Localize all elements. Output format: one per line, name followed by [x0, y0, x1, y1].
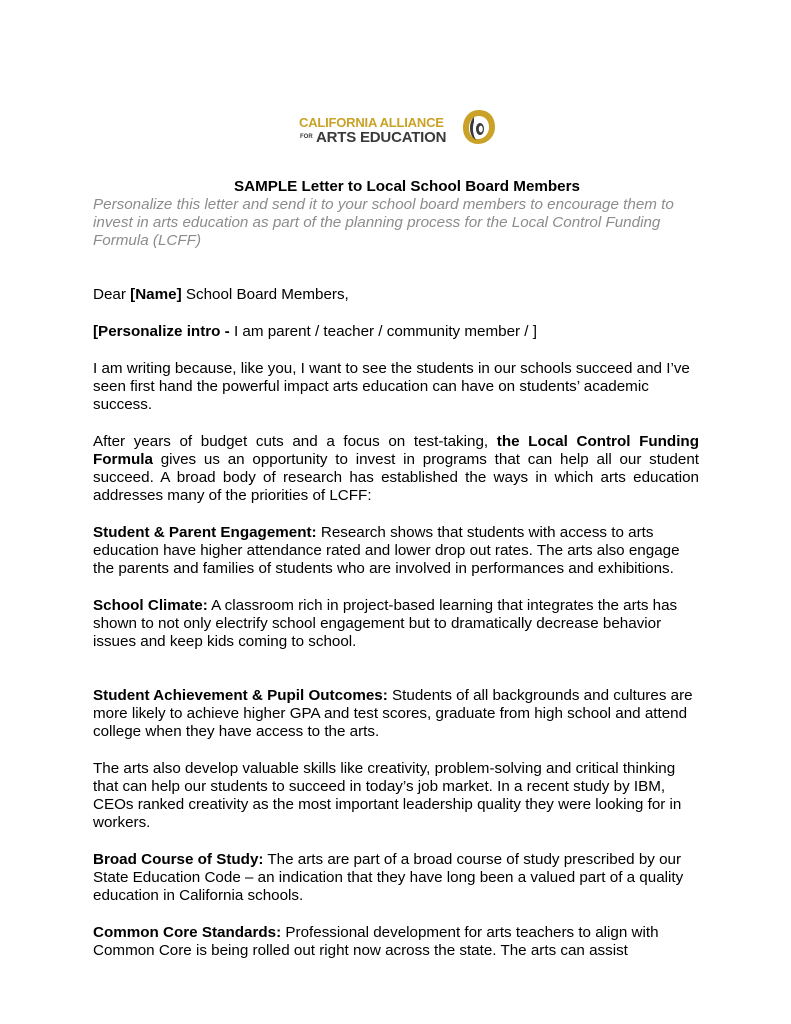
engagement-heading: Student & Parent Engagement:	[93, 524, 317, 541]
achievement-text: Students of all backgrounds and cultures are more likely to achieve higher GPA and test scores, graduate from high school and attend college when they have access to the arts.	[93, 687, 693, 740]
salutation	[93, 286, 699, 304]
letter-body	[93, 178, 699, 960]
salutation-suffix: School Board Members,	[181, 286, 349, 303]
course-text: The arts are part of a broad course of study prescribed by our State Education Code – an indication that they have long been a valued part of a quality education in California schools.	[93, 851, 684, 904]
logo-mark-icon	[462, 108, 496, 146]
paragraph-lcff	[93, 433, 699, 505]
salutation-prefix: Dear	[93, 286, 131, 303]
section-climate	[93, 597, 699, 651]
personalize-intro	[93, 323, 699, 341]
section-core	[93, 924, 699, 960]
logo-for: FOR	[300, 134, 313, 140]
climate-heading: School Climate:	[93, 597, 208, 614]
lcff-before: After years of budget cuts and a focus on test-taking,	[93, 433, 497, 450]
course-heading: Broad Course of Study:	[93, 851, 264, 868]
climate-text: A classroom rich in project-based learning that integrates the arts has shown to not only electrify school engagement but to dramatically decrease behavior issues and keep kids coming to school.	[93, 597, 678, 650]
intro-label: [Personalize intro -	[93, 323, 234, 340]
instructions-text: Personalize this letter and send it to your school board members to encourage them to invest in arts education as part of the planning process for the Local Control Funding Formula (LCFF)	[93, 196, 674, 249]
core-text: Professional development for arts teachers to align with Common Core is being rolled out right now across the state. The arts can assist	[93, 924, 659, 959]
achievement-heading: Student Achievement & Pupil Outcomes:	[93, 687, 388, 704]
logo-line-2: ARTS EDUCATION	[316, 129, 447, 146]
letter-title: SAMPLE Letter to Local School Board Members	[234, 178, 580, 195]
section-skills: The arts also develop valuable skills like creativity, problem-solving and critical thinking that can help our students to succeed in today’s job market. In a recent study by IBM, CEOs ranked creativity as the most important leadership quality they were looking for in workers.	[93, 760, 682, 831]
salutation-name-placeholder: [Name]	[130, 286, 182, 303]
lcff-after: gives us an opportunity to invest in programs that can help all our student succeed. A broad body of research has established the ways in which arts education addresses many of the priorities of LCFF:	[93, 451, 699, 504]
section-course	[93, 851, 699, 905]
section-achievement	[93, 687, 699, 741]
lcff-highlight: the Local Control Funding Formula	[93, 433, 699, 468]
logo-line-1: CALIFORNIA ALLIANCE	[299, 115, 444, 130]
core-heading: Common Core Standards:	[93, 924, 282, 941]
engagement-text: Research shows that students with access to arts education have higher attendance rated and lower drop out rates. The arts also engage the parents and families of students who are involved in performances and exhibitions.	[93, 524, 680, 577]
intro-text: I am parent / teacher / community member / ]	[233, 323, 537, 340]
section-engagement	[93, 524, 699, 578]
paragraph-purpose: I am writing because, like you, I want to see the students in our schools succeed and I’ve seen first hand the powerful impact arts education can have on students’ academic success.	[93, 360, 690, 413]
organization-logo	[297, 106, 497, 148]
